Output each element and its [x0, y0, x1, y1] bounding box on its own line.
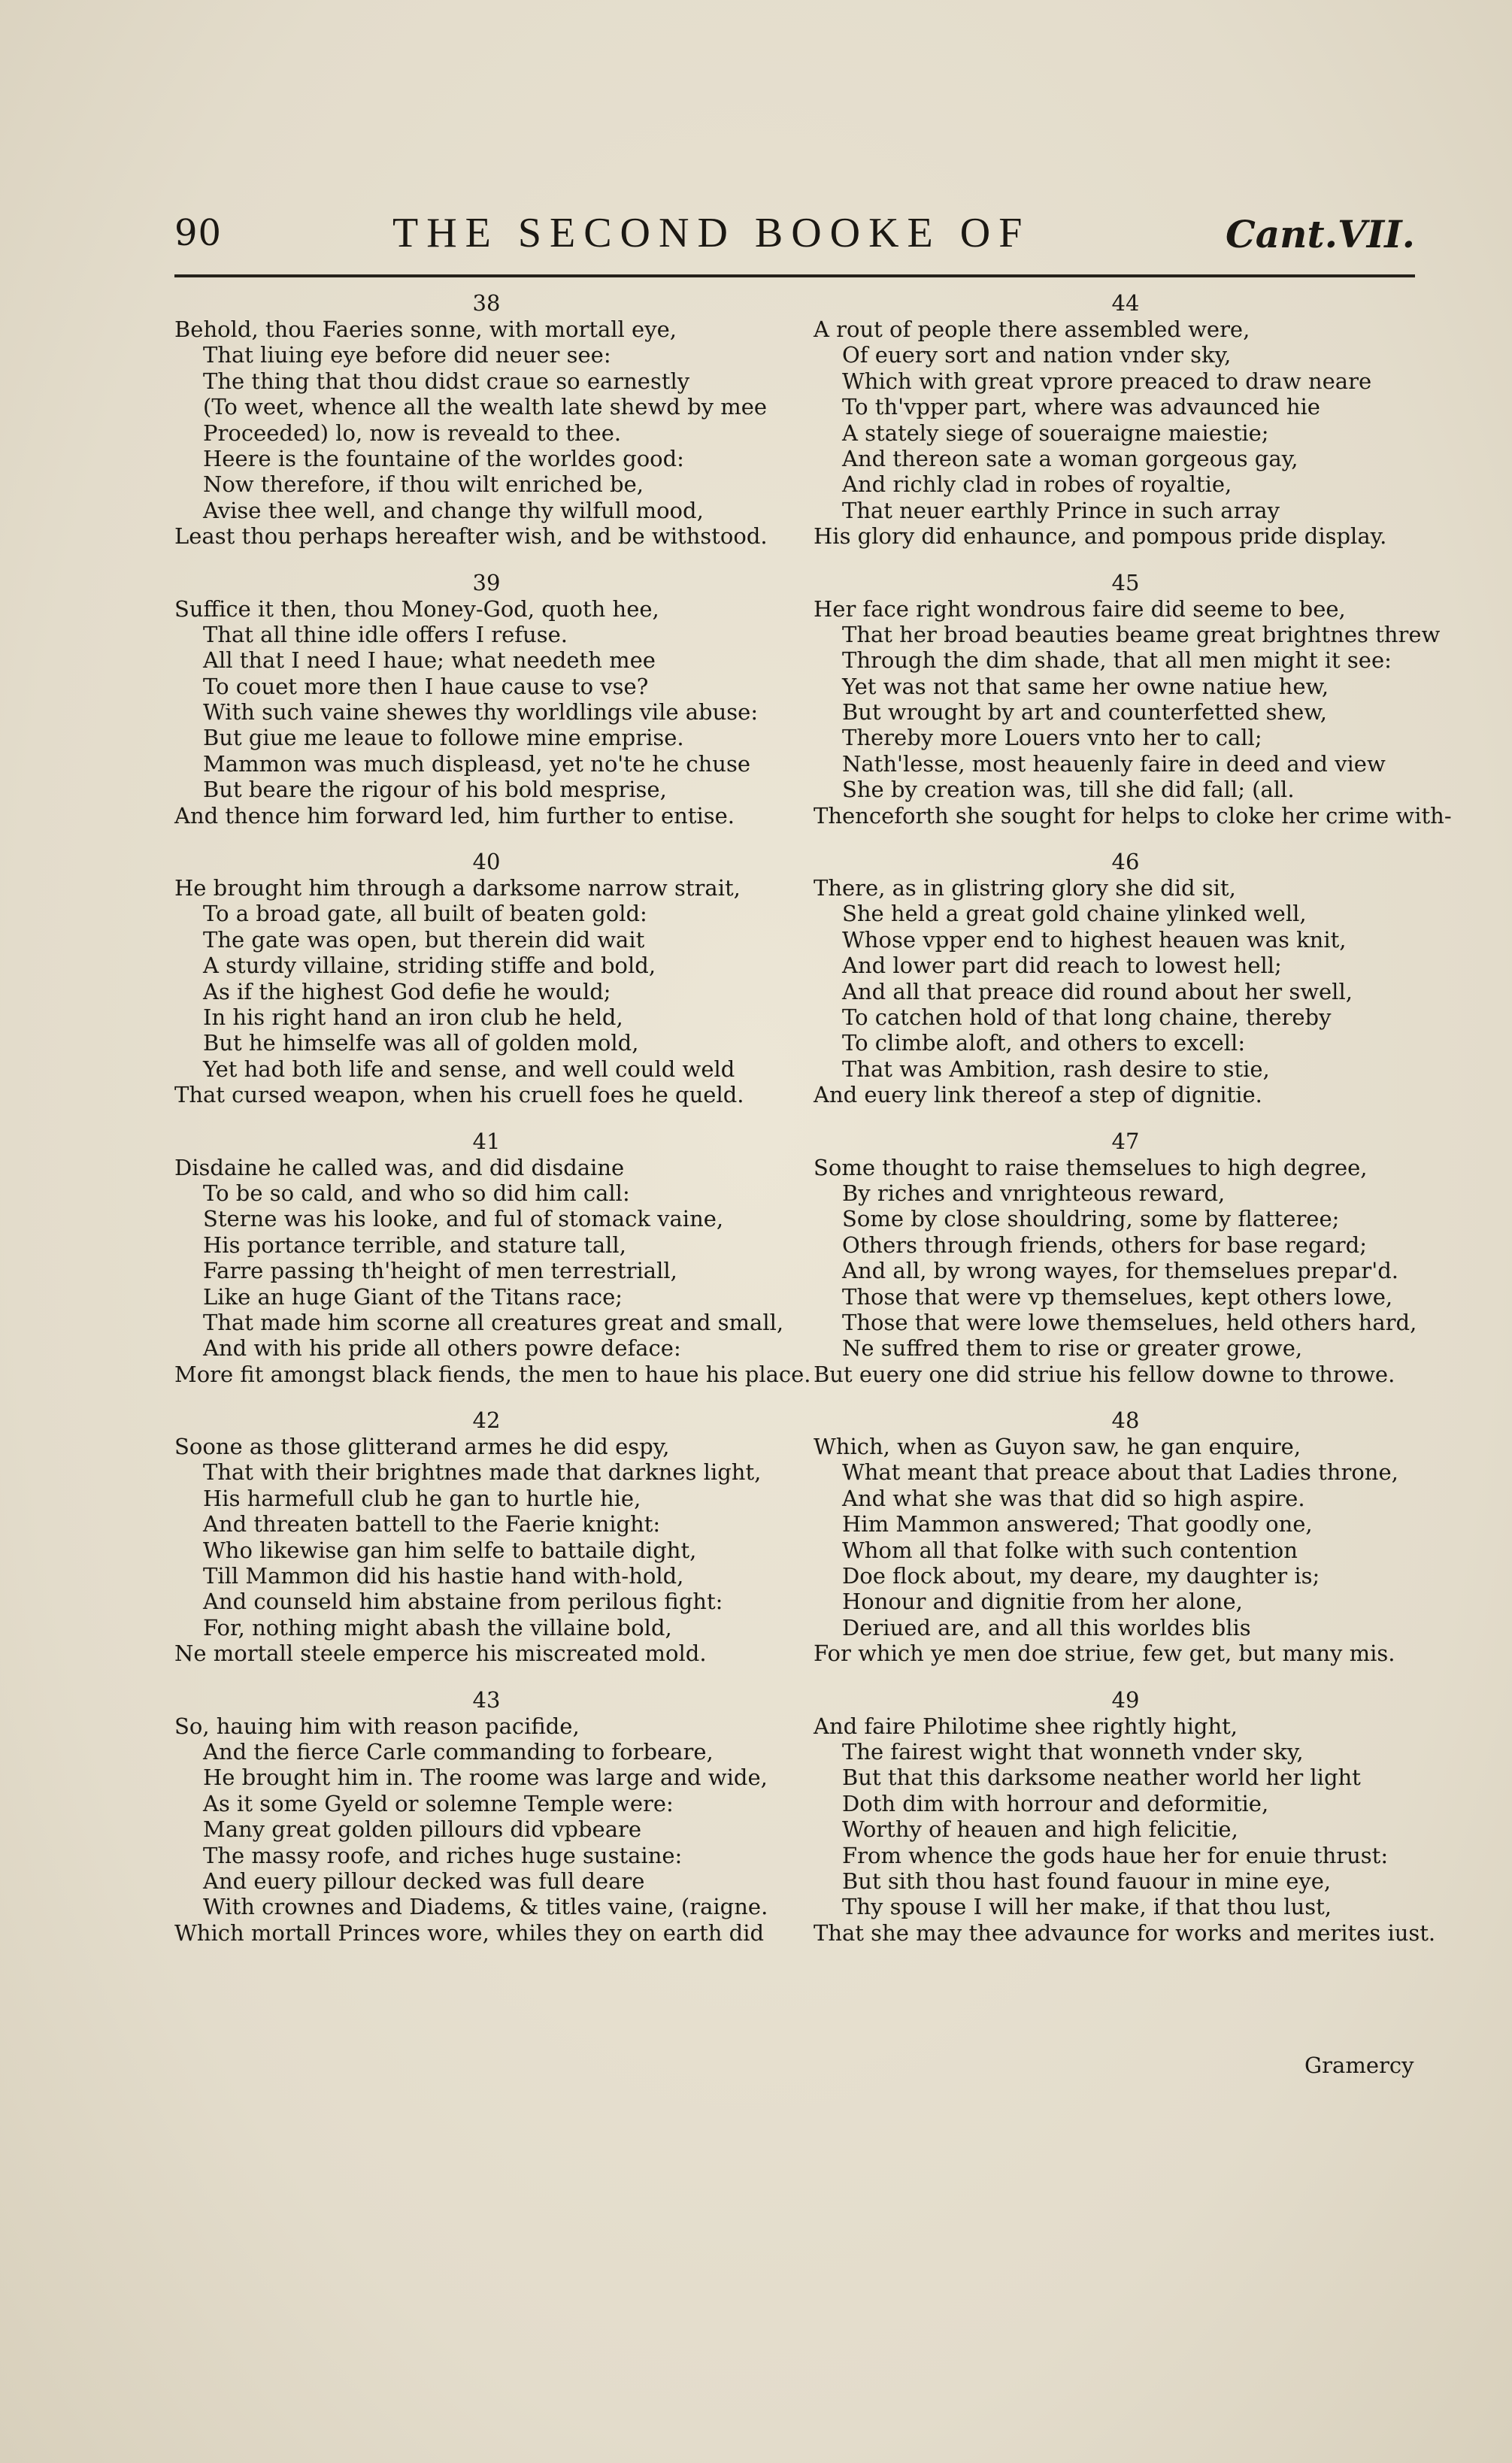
verse-line: Yet was not that same her owne natiue hew, [842, 673, 1329, 699]
canto-label: Cant.VII. [1225, 212, 1415, 256]
verse-line: Nath'lesse, most heauenly faire in deed and view [842, 750, 1386, 777]
verse-line: Doe flock about, my deare, my daughter is; [842, 1563, 1320, 1589]
stanza-number: 44 [1111, 290, 1140, 316]
verse-line: A stately siege of soueraigne maiestie; [842, 420, 1269, 446]
verse-line: To climbe aloft, and others to excell: [842, 1030, 1246, 1056]
header-rule [174, 274, 1415, 277]
verse-line: To catchen hold of that long chaine, thereby [842, 1004, 1332, 1030]
verse-line: Which mortall Princes wore, whiles they on earth did [174, 1919, 765, 1946]
stanza [814, 1686, 1438, 1946]
verse-line: Heere is the fountaine of the worldes good: [203, 445, 684, 471]
verse-line: His harmefull club he gan to hurtle hie, [203, 1485, 641, 1511]
verse-line: Thy spouse I will her make, if that thou lust, [842, 1894, 1332, 1920]
verse-line: Behold, thou Faeries sonne, with mortall eye, [174, 317, 677, 342]
verse-line: That with their brightnes made that darknes light, [203, 1459, 762, 1486]
verse-line: And euery link thereof a step of dignitie. [814, 1082, 1262, 1108]
verse-line: And lower part did reach to lowest hell; [842, 953, 1282, 979]
verse-line: But euery one did striue his fellow downe to throwe. [814, 1361, 1395, 1387]
verse-line: That made him scorne all creatures great and small, [203, 1309, 784, 1335]
stanza [814, 1128, 1438, 1388]
verse-line: But wrought by art and counterfetted shew, [842, 699, 1327, 726]
verse-line: He brought him in. The roome was large and wide, [203, 1765, 768, 1791]
verse-line: And thereon sate a woman gorgeous gay, [842, 445, 1298, 471]
verse-line: Others through friends, others for base regard; [842, 1232, 1367, 1258]
verse-line: As if the highest God defie he would; [203, 978, 611, 1004]
verse-line: Her face right wondrous faire did seeme to bee, [814, 595, 1346, 622]
verse-line: But that this darksome neather world her light [842, 1765, 1361, 1791]
stanza-number: 43 [472, 1686, 501, 1713]
verse-line: Avise thee well, and change thy wilfull mood, [203, 497, 704, 523]
verse-line: Least thou perhaps hereafter wish, and be withstood. [174, 523, 768, 550]
verse-line: Some thought to raise themselues to high degree, [814, 1154, 1368, 1180]
verse-line: Those that were vp themselues, kept others lowe, [842, 1283, 1393, 1310]
stanza [814, 1407, 1438, 1667]
right-column [814, 289, 1452, 1946]
stanza-number: 42 [472, 1407, 501, 1434]
verse-line: Ne mortall steele emperce his miscreated mold. [174, 1640, 707, 1667]
verse-line: A rout of people there assembled were, [814, 317, 1250, 342]
catchword: Gramercy [1304, 2052, 1414, 2078]
verse-line: Which with great vprore preaced to draw neare [842, 368, 1372, 394]
stanza [174, 1128, 811, 1388]
stanza [174, 1686, 798, 1946]
verse-line: Yet had both life and sense, and well could weld [203, 1056, 735, 1082]
page-number: 90 [174, 212, 223, 254]
verse-line: Who likewise gan him selfe to battaile dight, [203, 1537, 697, 1563]
verse-line: That liuing eye before did neuer see: [203, 342, 611, 368]
verse-line: As it some Gyeld or solemne Temple were: [203, 1790, 674, 1816]
verse-line: Which, when as Guyon saw, he gan enquire, [814, 1434, 1301, 1460]
verse-line: His glory did enhaunce, and pompous pride display. [814, 523, 1387, 550]
verse-line: With such vaine shewes thy worldlings vile abuse: [203, 699, 759, 726]
stanza-number: 41 [472, 1128, 501, 1154]
verse-line: (To weet, whence all the wealth late shewd by mee [203, 394, 768, 420]
verse-line: And all, by wrong wayes, for themselues prepar'd. [842, 1258, 1399, 1284]
verse-line: Worthy of heauen and high felicitie, [842, 1816, 1238, 1843]
verse-line: To a broad gate, all built of beaten gold: [203, 901, 647, 927]
verse-line: And with his pride all others powre deface: [203, 1335, 681, 1362]
verse-line: She held a great gold chaine ylinked well, [842, 901, 1307, 927]
stanza-number: 40 [472, 849, 501, 875]
stanza-number: 49 [1111, 1686, 1140, 1713]
page-header [174, 203, 1415, 271]
verse-line: Whose vpper end to highest heauen was knit, [842, 926, 1347, 953]
stanza [814, 569, 1452, 829]
verse-line: But sith thou hast found fauour in mine eye, [842, 1868, 1332, 1894]
verse-line: For, nothing might abash the villaine bold, [203, 1614, 672, 1640]
verse-line: But beare the rigour of his bold mesprise, [203, 777, 667, 803]
verse-line: The thing that thou didst craue so earnestly [203, 368, 690, 394]
stanza-number: 38 [472, 290, 501, 316]
verse-line: So, hauing him with reason pacifide, [174, 1713, 580, 1739]
verse-line: Whom all that folke with such contention [842, 1537, 1298, 1563]
stanza-number: 48 [1111, 1407, 1140, 1434]
verse-line: To th'vpper part, where was advaunced hie [842, 394, 1320, 420]
stanza [814, 848, 1438, 1108]
stanza [814, 289, 1438, 550]
verse-line: His portance terrible, and stature tall, [203, 1232, 626, 1258]
verse-line: The fairest wight that wonneth vnder sky, [842, 1738, 1304, 1765]
verse-line: And the fierce Carle commanding to forbeare, [203, 1738, 714, 1765]
verse-line: To couet more then I haue cause to vse? [203, 673, 649, 699]
verse-line: A sturdy villaine, striding stiffe and bold, [203, 953, 656, 979]
verse-line: Like an huge Giant of the Titans race; [203, 1283, 623, 1310]
verse-line: That she may thee advaunce for works and merites iust. [814, 1919, 1436, 1946]
verse-line: Those that were lowe themselues, held others hard, [842, 1309, 1417, 1335]
verse-line: That all thine idle offers I refuse. [203, 621, 568, 647]
verse-line: Thenceforth she sought for helps to cloke her crime with- [814, 802, 1452, 829]
verse-line: That her broad beauties beame great brightnes threw [842, 621, 1441, 647]
verse-line: Doth dim with horrour and deformitie, [842, 1790, 1269, 1816]
verse-line: With crownes and Diadems, & titles vaine, (raigne. [203, 1894, 768, 1920]
verse-line: From whence the gods haue her for enuie thrust: [842, 1842, 1389, 1868]
verse-line: Sterne was his looke, and ful of stomack vaine, [203, 1206, 724, 1232]
stanza-number: 47 [1111, 1128, 1140, 1154]
verse-line: And richly clad in robes of royaltie, [842, 471, 1232, 498]
verse-line: In his right hand an iron club he held, [203, 1004, 623, 1030]
stanza-number: 39 [472, 569, 501, 595]
verse-line: Deriued are, and all this worldes blis [842, 1614, 1251, 1640]
stanza [174, 289, 798, 550]
verse-line: Honour and dignitie from her alone, [842, 1589, 1243, 1615]
verse-line: Now therefore, if thou wilt enriched be, [203, 471, 644, 498]
verse-line: The massy roofe, and riches huge sustaine: [203, 1842, 683, 1868]
verse-line: By riches and vnrighteous reward, [842, 1180, 1226, 1206]
verse-line: And thence him forward led, him further to entise. [174, 802, 735, 829]
stanza [174, 569, 798, 829]
verse-line: And counseld him abstaine from perilous fight: [203, 1589, 723, 1615]
verse-line: He brought him through a darksome narrow strait, [174, 875, 741, 901]
verse-line: Soone as those glitterand armes he did espy, [174, 1434, 670, 1460]
verse-line: Ne suffred them to rise or greater growe, [842, 1335, 1303, 1362]
verse-line: For which ye men doe striue, few get, but many mis. [814, 1640, 1395, 1667]
running-title: THE SECOND BOOKE OF [392, 210, 1031, 256]
verse-line: That cursed weapon, when his cruell foes he queld. [174, 1082, 744, 1108]
verse-line: To be so cald, and who so did him call: [203, 1180, 630, 1206]
verse-line: Him Mammon answered; That goodly one, [842, 1511, 1313, 1537]
verse-line: And faire Philotime shee rightly hight, [814, 1713, 1238, 1739]
verse-line: What meant that preace about that Ladies throne, [842, 1459, 1398, 1486]
verse-line: Many great golden pillours did vpbeare [203, 1816, 642, 1843]
verse-line: The gate was open, but therein did wait [203, 926, 645, 953]
verse-line: Thereby more Louers vnto her to call; [842, 725, 1262, 751]
verse-line: And threaten battell to the Faerie knight: [203, 1511, 661, 1537]
verse-line: But he himselfe was all of golden mold, [203, 1030, 639, 1056]
stanza [174, 1407, 798, 1667]
verse-line: Through the dim shade, that all men might it see: [842, 647, 1392, 674]
verse-line: Farre passing th'height of men terrestriall, [203, 1258, 677, 1284]
verse-line: Suffice it then, thou Money-God, quoth hee, [174, 595, 659, 622]
verse-line: And what she was that did so high aspire. [842, 1485, 1305, 1511]
verse-line: Of euery sort and nation vnder sky, [842, 342, 1232, 368]
verse-line: Mammon was much displeasd, yet no'te he chuse [203, 750, 751, 777]
verse-line: Disdaine he called was, and did disdaine [174, 1154, 625, 1180]
verse-line: But giue me leaue to followe mine emprise. [203, 725, 684, 751]
verse-line: More fit amongst black fiends, the men to haue his place. [174, 1361, 811, 1387]
left-column [174, 289, 811, 1946]
verse-line: That neuer earthly Prince in such array [842, 497, 1280, 523]
stanza-number: 46 [1111, 849, 1140, 875]
verse-line: And euery pillour decked was full deare [203, 1868, 645, 1894]
verse-line: There, as in glistring glory she did sit, [814, 875, 1236, 901]
verse-line: Till Mammon did his hastie hand with-hold, [203, 1563, 684, 1589]
verse-line: Proceeded) lo, now is reveald to thee. [203, 420, 622, 446]
verse-line: She by creation was, till she did fall; (all. [842, 777, 1295, 803]
verse-line: All that I need I haue; what needeth mee [203, 647, 656, 674]
stanza [174, 848, 798, 1108]
verse-line: And all that preace did round about her swell, [842, 978, 1353, 1004]
verse-line: Some by close shouldring, some by flatteree; [842, 1206, 1340, 1232]
verse-line: That was Ambition, rash desire to stie, [842, 1056, 1270, 1082]
stanza-number: 45 [1111, 569, 1140, 595]
